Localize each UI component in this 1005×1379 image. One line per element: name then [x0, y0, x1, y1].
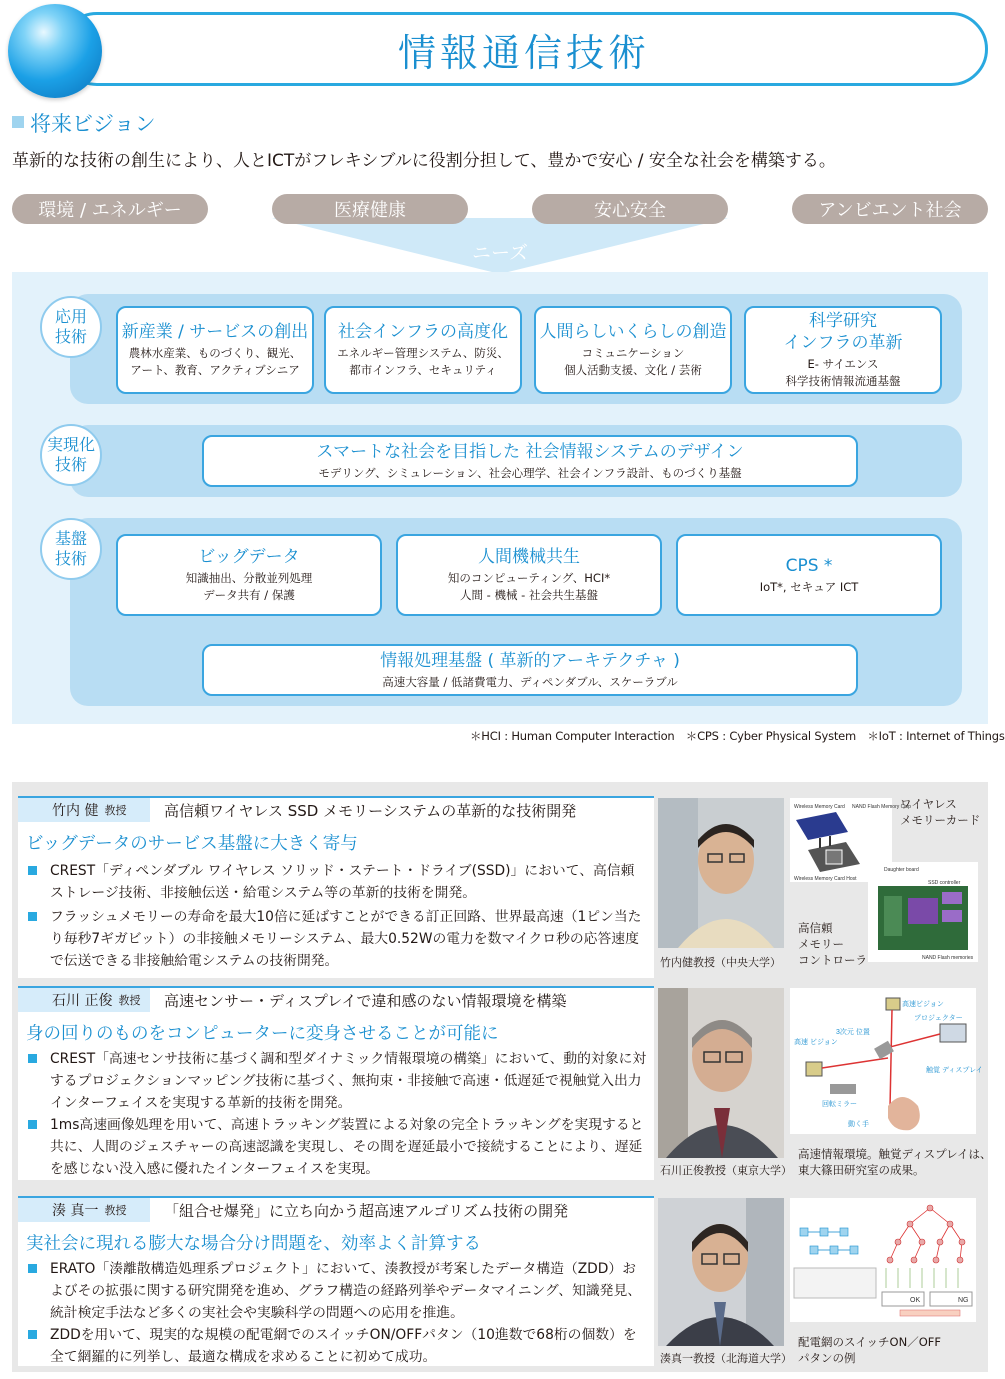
- vision-heading: 将来ビジョン: [30, 112, 156, 136]
- figure-label: 高速 ビジョン: [794, 1039, 838, 1046]
- figure-controller-board: [868, 862, 978, 962]
- figure-label: プロジェクター: [914, 1015, 963, 1022]
- project-headline: 実社会に現れる膨大な場合分け問題を、効率よく計算する: [26, 1234, 481, 1254]
- bullet-square-icon: [28, 912, 37, 921]
- applied-card-living: 人間らしいくらしの創造 コミュニケーション 個人活動支援、文化 / 芸術: [534, 306, 732, 394]
- figure-label: 高速ビジョン: [902, 1001, 944, 1008]
- page-title: 情報通信技術: [397, 30, 650, 75]
- list-item: フラッシュメモリーの寿命を最大10倍に延ばすことができる訂正回路、世界最高速（1ピン当たり毎秒7ギガビット）の非接触メモリーシステム、最大0.52Wの電力を数マイクロ秒の応答速度で伝送できる非接触給電システムの技術開発。: [28, 906, 648, 972]
- project-name-tab: [18, 1196, 150, 1222]
- project-name-tab: [18, 796, 150, 822]
- professor-name: 竹内 健: [52, 803, 99, 819]
- professor-role: 教授: [118, 994, 141, 1007]
- photo-takeuchi: [658, 798, 784, 948]
- figure-label: 動く手: [848, 1121, 869, 1128]
- photo-caption: 石川正俊教授（東京大学）: [660, 1164, 792, 1177]
- project-headline: 身の回りのものをコンピューターに変身させることが可能に: [26, 1024, 499, 1044]
- figure-switch-patterns: [790, 1198, 976, 1322]
- list-item: CREST「高速センサ技術に基づく調和型ダイナミック情報環境の構築」において、動的対象に対するプロジェクションマッピング技術に基づく、無拘束・非接触で高速・低遅延で視触覚入出力インターフェイスを実現する革新的技術を開発。: [28, 1048, 648, 1114]
- figure-label: 3次元 位置: [836, 1029, 870, 1036]
- professor-name: 湊 真一: [52, 1203, 99, 1219]
- professor-name: 石川 正俊: [52, 993, 113, 1009]
- photo-caption: 湊真一教授（北海道大学）: [660, 1352, 792, 1365]
- vision-statement: 革新的な技術の創生により、人とICTがフレキシブルに役割分担して、豊かで安心 / 安全な社会を構築する。: [12, 151, 836, 171]
- bullet-square-icon: [28, 866, 37, 875]
- applied-card-science: 科学研究 インフラの革新 E- サイエンス 科学技術情報流通基盤: [744, 306, 942, 394]
- project-title: 高速センサー・ディスプレイで違和感のない情報環境を構築: [150, 986, 654, 1012]
- bullet-square-icon: [28, 1264, 37, 1273]
- list-item: ERATO「湊離散構造処理系プロジェクト」において、湊教授が考案したデータ構造（ZDD）およびその拡張に関する研究開発を進め、グラフ構造の経路列挙やデータマイニング、知識発見、統計検定手法など多くの実社会や実験科学の問題への応用を推進。: [28, 1258, 648, 1324]
- project-title-bar: [150, 1196, 654, 1222]
- figure-label: 回転ミラー: [822, 1101, 857, 1108]
- photo-ishikawa: [658, 988, 784, 1158]
- project-headline: ビッグデータのサービス基盤に大きく寄与: [26, 834, 358, 854]
- bullet-square-icon: [28, 1054, 37, 1063]
- professor-role: 教授: [104, 1204, 127, 1217]
- figure-label: NAND Flash memories: [922, 955, 974, 961]
- needs-label: ニーズ: [471, 242, 529, 264]
- figure-label: NG: [958, 1297, 969, 1304]
- figure-label: Daughter board: [884, 867, 919, 873]
- figure-label: SSD controller: [928, 880, 961, 886]
- pill-ambient: アンビエント社会: [792, 194, 988, 224]
- bullet-square-icon: [28, 1120, 37, 1129]
- pill-healthcare: 医療健康: [272, 194, 468, 224]
- figure-caption: 配電網のスイッチON／OFF パタンの例: [798, 1335, 941, 1365]
- project-title: 高信頼ワイヤレス SSD メモリーシステムの革新的な技術開発: [150, 796, 654, 822]
- applied-label: 応用 技術: [40, 296, 102, 358]
- base-card-bigdata: ビッグデータ 知識抽出、分散並列処理 データ共有 / 保護: [116, 534, 382, 616]
- applied-card-industry: 新産業 / サービスの創出 農林水産業、ものづくり、観光、 アート、教育、アクティブシニア: [116, 306, 314, 394]
- figure-label: 触覚 ディスプレイ: [926, 1067, 983, 1074]
- pill-safety: 安心安全: [532, 194, 728, 224]
- footnotes: ＊HCI : Human Computer Interaction ＊CPS : Cyber Physical System ＊IoT : Internet of Things: [470, 729, 1005, 743]
- base-card-human-machine: 人間機械共生 知のコンピューティング、HCI* 人間 - 機械 - 社会共生基盤: [396, 534, 662, 616]
- professor-role: 教授: [104, 804, 127, 817]
- photo-caption: 竹内健教授（中央大学）: [660, 956, 781, 969]
- figure-label: Wireless Memory Card: [794, 804, 845, 810]
- realize-label: 実現化 技術: [40, 424, 102, 486]
- section-marker-icon: [12, 116, 24, 128]
- pill-environment: 環境 / エネルギー: [12, 194, 208, 224]
- figure-high-speed-environment: [790, 988, 983, 1134]
- applied-card-infrastructure: 社会インフラの高度化 エネルギー管理システム、防災、 都市インフラ、セキュリティ: [324, 306, 522, 394]
- realize-card: スマートな社会を目指した 社会情報システムのデザイン モデリング、シミュレーション、社会心理学、社会インフラ設計、ものづくり基盤: [202, 435, 858, 487]
- base-card-cps: CPS * IoT*, セキュア ICT: [676, 534, 942, 616]
- project-name-tab: [18, 986, 150, 1012]
- list-item: CREST「ディペンダブル ワイヤレス ソリッド・ステート・ドライブ(SSD)」において、高信頼ストレージ技術、非接触伝送・給電システム等の革新的技術を開発。: [28, 860, 648, 904]
- project-title: 「組合せ爆発」に立ち向かう超高速アルゴリズム技術の開発: [150, 1196, 654, 1222]
- list-item: 1ms高速画像処理を用いて、高速トラッキング装置による対象の完全トラッキングを実現すると共に、人間のジェスチャーの高速認識を実現し、その間を遅延最小で接続することにより、遅延を感じない没入感に優れたインターフェイスを実現。: [28, 1114, 648, 1180]
- figure-label: Wireless Memory Card Host: [794, 876, 857, 882]
- base-label: 基盤 技術: [40, 518, 102, 580]
- list-item: ZDDを用いて、現実的な規模の配電網でのスイッチON/OFFパタン（10進数で68桁の個数）を全て網羅的に列挙し、最適な構成を求めることに初めて成功。: [28, 1324, 648, 1368]
- bullet-square-icon: [28, 1330, 37, 1339]
- figure-caption: 高速情報環境。触覚ディスプレイは、 東大篠田研究室の成果。: [798, 1147, 992, 1177]
- figure-caption-card: ワイヤレス メモリーカード: [900, 797, 981, 827]
- figure-caption-controller: 高信頼 メモリー コントローラ: [798, 921, 867, 967]
- project-title-bar: [150, 796, 654, 822]
- photo-minato: [658, 1198, 784, 1346]
- base-card-infrastructure: 情報処理基盤 ( 革新的アーキテクチャ ) 高速大容量 / 低諸費電力、ディペンダブル、スケーラブル: [202, 644, 858, 696]
- project-title-bar: [150, 986, 654, 1012]
- figure-label: OK: [910, 1297, 921, 1304]
- figure-label: NAND Flash Memory Chip: [852, 804, 911, 810]
- blue-orb-icon: [8, 4, 102, 98]
